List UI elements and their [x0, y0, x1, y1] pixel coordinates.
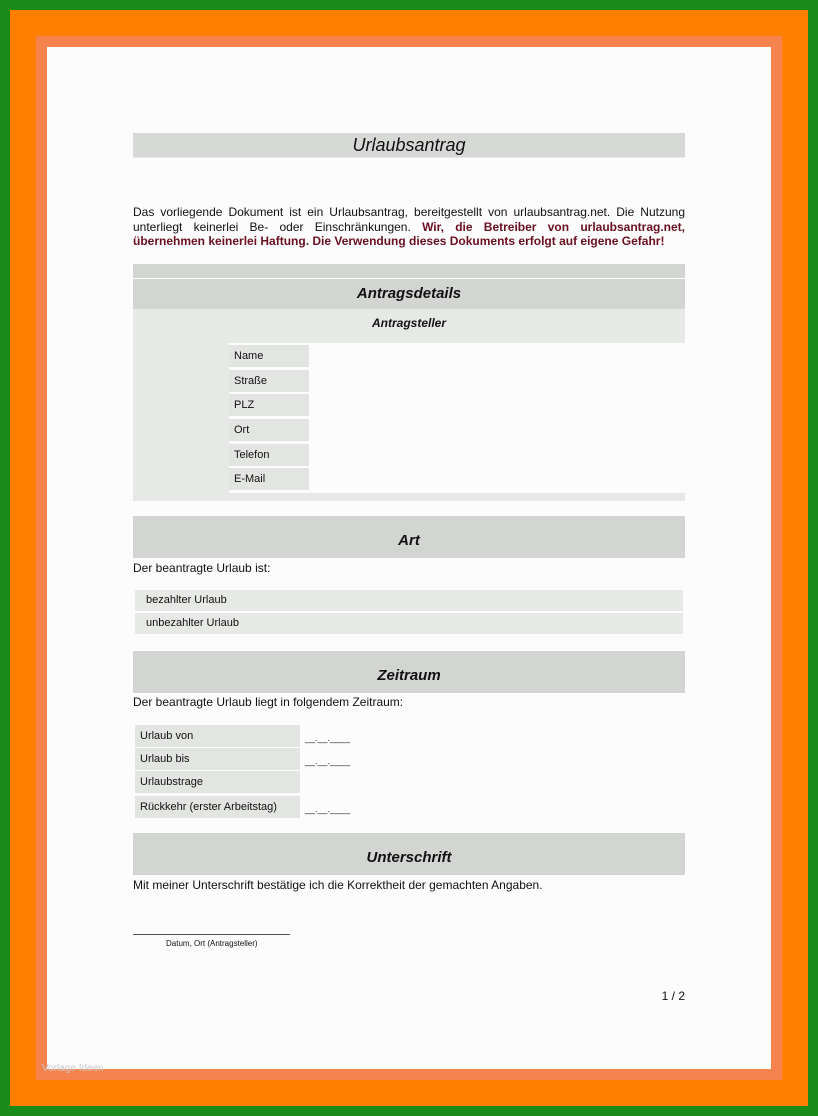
antragsteller-subheading: Antragsteller: [133, 309, 685, 343]
antragsteller-left-block: [133, 343, 229, 495]
zeitraum-label-urlaubstage: Urlaubstrage: [135, 771, 300, 793]
field-label-plz: PLZ: [229, 394, 309, 416]
art-prompt: Der beantragte Urlaub ist:: [133, 561, 271, 575]
signature-caption: Datum, Ort (Antragsteller): [166, 939, 258, 948]
watermark-text: Vorlage Ideen: [42, 1063, 104, 1074]
field-label-telefon: Telefon: [229, 444, 309, 466]
unterschrift-heading: Unterschrift: [133, 833, 685, 875]
zeitraum-value-rueckkehr[interactable]: __.__.____: [305, 804, 351, 814]
intro-paragraph: [133, 205, 685, 249]
antragsteller-bottom-strip: [133, 493, 685, 501]
document-title: Urlaubsantrag: [133, 133, 685, 158]
document-page: [47, 47, 771, 1069]
unterschrift-statement: Mit meiner Unterschrift bestätige ich die Korrektheit der gemachten Angaben.: [133, 878, 543, 892]
zeitraum-value-urlaub-von[interactable]: __.__.____: [305, 733, 351, 743]
option-bezahlter-urlaub[interactable]: bezahlter Urlaub: [135, 590, 683, 611]
zeitraum-label-urlaub-von: Urlaub von: [135, 725, 300, 747]
zeitraum-prompt: Der beantragte Urlaub liegt in folgendem Zeitraum:: [133, 695, 404, 709]
zeitraum-heading: Zeitraum: [133, 651, 685, 693]
field-label-email: E-Mail: [229, 468, 309, 490]
zeitraum-label-rueckkehr: Rückkehr (erster Arbeitstag): [135, 796, 300, 818]
art-heading: Art: [133, 516, 685, 558]
antragsdetails-heading: Antragsdetails: [133, 279, 685, 309]
intro-text: Das vorliegende Dokument ist ein Urlaubsantrag, bereitgestellt von urlaubsantrag.net. Die Nutzung unterliegt keinerlei Be- oder Einschränkungen.: [133, 205, 685, 234]
zeitraum-value-urlaub-bis[interactable]: __.__.____: [305, 756, 351, 766]
intro-warning: Wir, die Betreiber von urlaubsantrag.net, übernehmen keinerlei Haftung. Die Verwendung dieses Dokuments erfolgt auf eigene Gefahr!: [133, 219, 685, 248]
field-label-ort: Ort: [229, 419, 309, 441]
page-number: 1 / 2: [661, 989, 685, 1003]
field-label-strasse: Straße: [229, 370, 309, 392]
option-unbezahlter-urlaub[interactable]: unbezahlter Urlaub: [135, 613, 683, 634]
signature-line[interactable]: [133, 934, 290, 935]
field-label-name: Name: [229, 345, 309, 367]
antragsdetails-top-strip: [133, 264, 685, 278]
zeitraum-label-urlaub-bis: Urlaub bis: [135, 748, 300, 770]
